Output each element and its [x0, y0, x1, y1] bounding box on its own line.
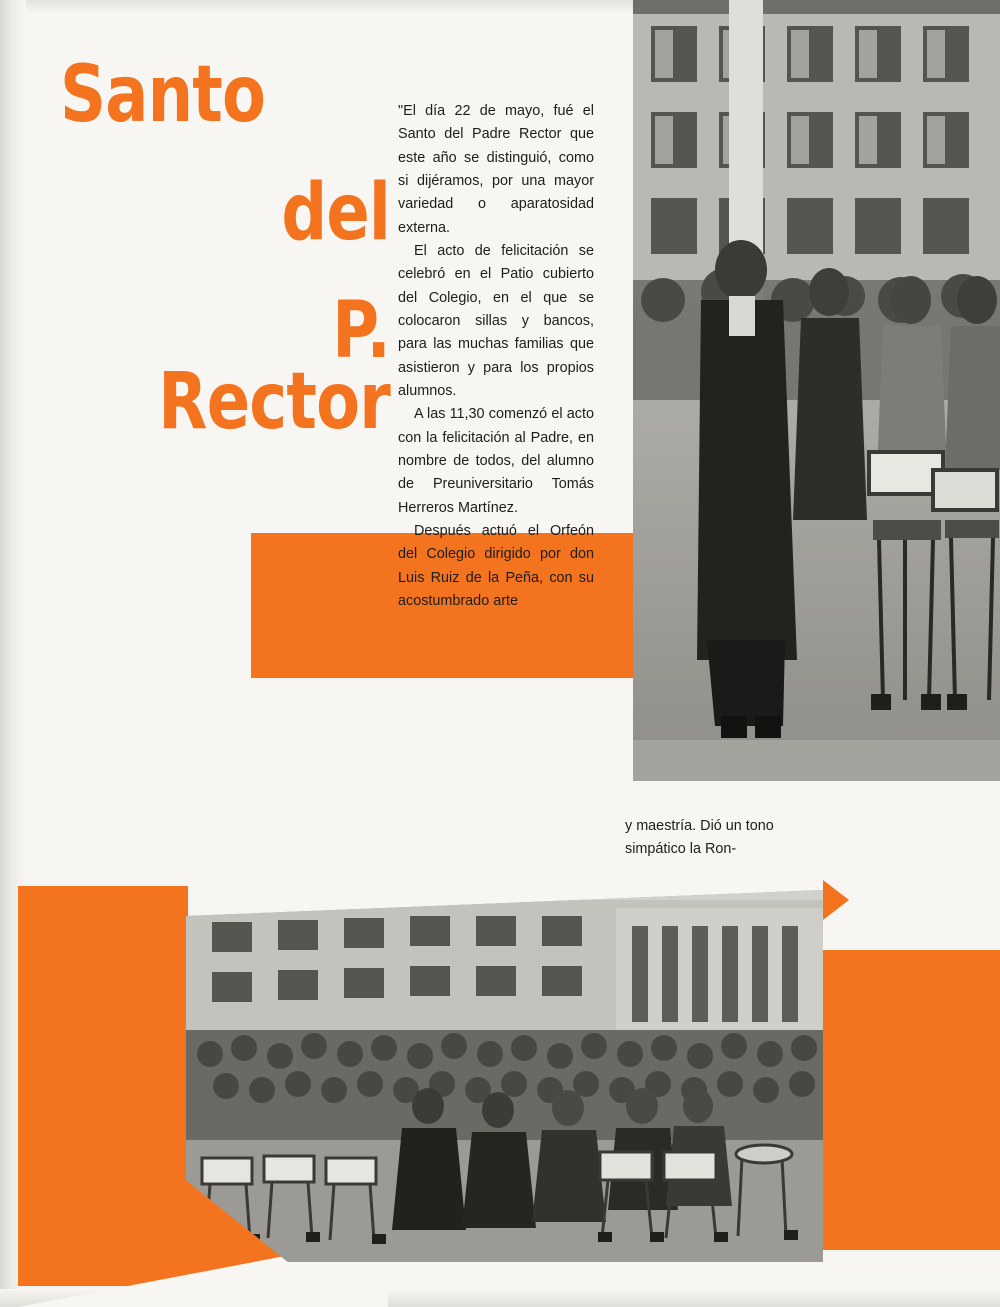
article-column-continuation [625, 815, 825, 862]
photo-top-right-image [633, 0, 1000, 781]
paragraph: "El día 22 de mayo, fué el Santo del Padre Rector que este año se distinguió, como si dijéramos, por una mayor variedad o aparatosidad externa. [398, 103, 594, 236]
headline-line-1: Santo [60, 50, 266, 140]
paragraph: A las 11,30 comenzó el acto con la felicitación al Padre, en nombre de todos, del alumno de Preuniversitario Tomás Herreros Martínez. [398, 406, 594, 516]
paragraph: Después actuó el Orfeón del Colegio dirigido por don Luis Ruiz de la Peña, con su acostumbrado arte [398, 522, 594, 609]
paragraph: y maestría. Dió un tono simpático la Ron- [625, 818, 774, 858]
paragraph: El acto de felicitación se celebró en el Patio cubierto del Colegio, en el que se colocaron sillas y bancos, para las muchas familias que asistieron y para los propios alumnos. [398, 242, 594, 399]
arrow-icon [823, 880, 849, 920]
page-title [60, 50, 390, 448]
headline-line-3: P. Rector [158, 285, 390, 448]
photo-bottom [186, 890, 823, 1262]
photo-bottom-image [186, 890, 823, 1262]
article-column-main [398, 100, 594, 613]
headline-line-2: del [281, 167, 390, 258]
accent-shape-right [818, 950, 1000, 1250]
photo-top-right [633, 0, 1000, 781]
